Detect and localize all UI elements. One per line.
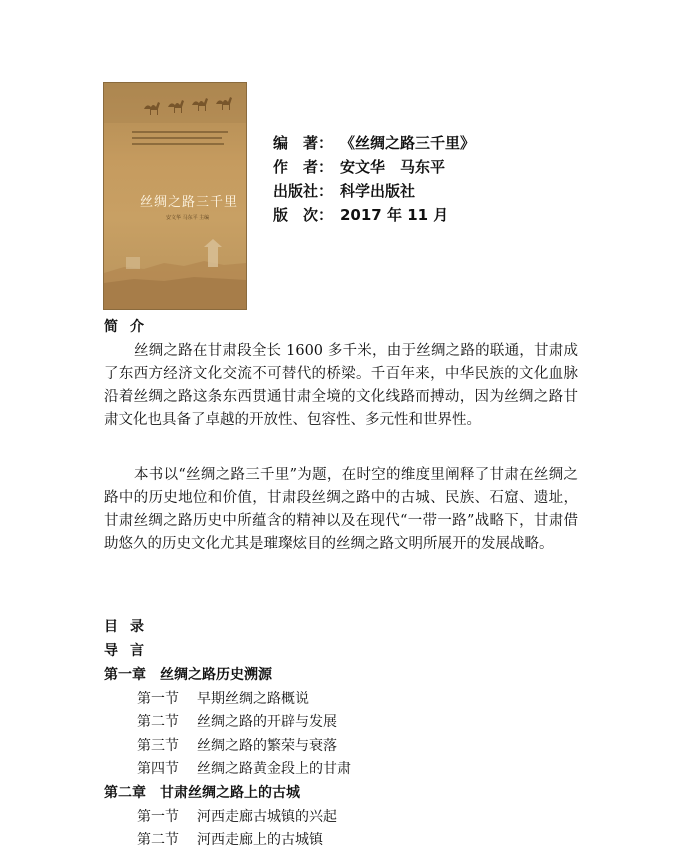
intro-paragraph: 本书以“丝绸之路三千里”为题，在时空的维度里阐释了甘肃在丝绸之路中的历史地位和价值，甘肃段丝绸之路中的古城、民族、石窟、遗址，甘肃丝绸之路历史中所蕴含的精神以及在现代“一带一路”战略下，甘肃借助悠久的历史文化尤其是璀璨炫目的丝绸之路文明所展开的发展战略。: [104, 467, 578, 552]
section-title: 丝绸之路黄金段上的甘肃: [197, 761, 351, 778]
section-number: 第四节: [137, 761, 179, 778]
section-number: 第一节: [137, 690, 179, 707]
ruins-illustration-icon: [104, 233, 246, 309]
section-number: 第二节: [137, 832, 179, 849]
section-title: 河西走廊上的古城镇: [197, 832, 323, 849]
edition-value: 2017 年 11 月: [340, 206, 449, 224]
section-title: 早期丝绸之路概说: [197, 690, 309, 707]
cover-title: 丝绸之路三千里: [140, 195, 239, 210]
toc-section: [104, 829, 351, 853]
book-info: [273, 131, 475, 227]
edition-label: 版 次：: [273, 206, 334, 224]
toc-section: [104, 735, 351, 759]
intro-heading: 简介: [104, 319, 156, 335]
intro-paragraph: 丝绸之路在甘肃段全长 1600 多千米，由于丝绸之路的联通，甘肃成了东西方经济文化交流不可替代的桥梁。千百年来，中华民族的文化血脉沿着丝绸之路这条东西贯通甘肃全境的文化线路而搏动，因为丝绸之路甘肃文化也具备了卓越的开放性、包容性、多元性和世界性。: [104, 343, 578, 428]
author-row: [273, 155, 475, 179]
toc-chapter: 第二章 甘肃丝绸之路上的古城: [104, 784, 300, 801]
publisher-value: 科学出版社: [340, 182, 416, 200]
section-number: 第二节: [137, 714, 179, 731]
author-value: 安文华 马东平: [340, 158, 446, 176]
cover-small-print: [132, 131, 232, 151]
toc-section: [104, 806, 351, 830]
editor-label: 编 著：: [273, 134, 334, 152]
toc-heading: 目录: [104, 619, 156, 635]
edition-row: [273, 203, 475, 227]
editor-value: 《丝绸之路三千里》: [340, 134, 476, 152]
toc-section: [104, 711, 351, 735]
toc-section: [104, 758, 351, 782]
toc-section: [104, 688, 351, 712]
book-cover: [103, 82, 247, 310]
author-label: 作 者：: [273, 158, 334, 176]
section-title: 河西走廊古城镇的兴起: [197, 808, 337, 825]
section-number: 第三节: [137, 737, 179, 754]
toc-preface: 导言: [104, 643, 156, 659]
publisher-row: [273, 179, 475, 203]
editor-row: [273, 131, 475, 155]
publisher-label: 出版社：: [273, 182, 334, 200]
camel-caravan-icon: [104, 83, 246, 123]
table-of-contents: [104, 664, 351, 853]
toc-chapter: 第一章 丝绸之路历史溯源: [104, 667, 272, 683]
section-title: 丝绸之路的繁荣与衰落: [197, 737, 337, 754]
section-title: 丝绸之路的开辟与发展: [197, 714, 337, 731]
cover-authors: 安文华 马东平 主编: [166, 215, 210, 221]
section-number: 第一节: [137, 808, 179, 825]
